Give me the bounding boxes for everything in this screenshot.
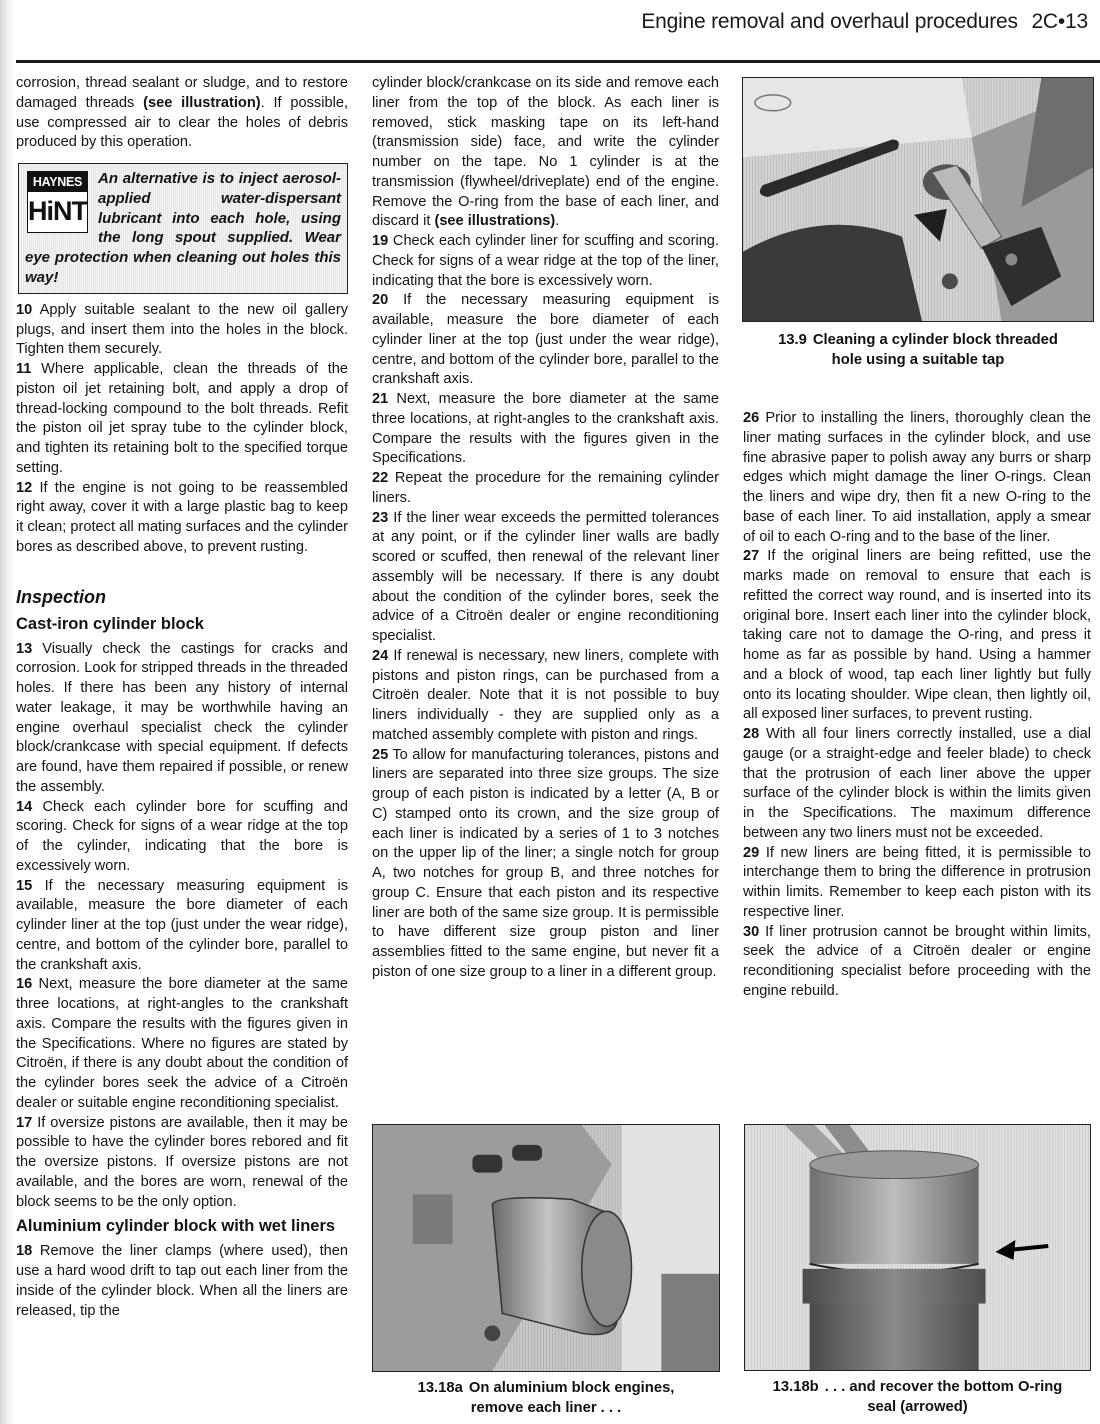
- column-1: [16, 74, 348, 1321]
- paragraph-16: 16 Next, measure the bore diameter at the same three locations, at right-angles to the crankshaft axis. Compare the results with the figures given in the Specifications. Where no figures are stated by Citroën, if there is any doubt about the condition of the cylinder bores seek the advice of a Citroën dealer or suitable engine reconditioning specialist.: [16, 976, 348, 1111]
- liner-o-ring-illustration: [745, 1125, 1090, 1370]
- illustration-ref: (see illustration): [143, 94, 261, 111]
- paragraph-18: 18 Remove the liner clamps (where used), then use a hard wood drift to tap out each liner from the inside of the cylinder block. When all the liners are released, tip the: [16, 1243, 348, 1319]
- paragraph-28: 28 With all four liners correctly installed, use a dial gauge (or a straight-edge and feeler blade) to check that the protrusion of each liner above the upper surface of the cylinder block is within the limits given in the Specifications. The maximum difference between any two liners must not be exceeded.: [743, 726, 1091, 841]
- paragraph-10: 10 Apply suitable sealant to the new oil gallery plugs, and insert them into the holes in the block. Tighten them securely.: [16, 301, 348, 358]
- paragraph-20: 20 If the necessary measuring equipment is available, measure the bore diameter of each cylinder liner at the top (just under the wear ridge), centre, and bottom of the cylinder bore, parallel to the crankshaft axis.: [372, 292, 719, 388]
- paragraph-18-continued: cylinder block/crankcase on its side and remove each liner from the top of the block. As each liner is removed, stick masking tape on its left-hand (transmission side) face, and write the cylinder number on the tape. No 1 cylinder is at the transmission (flywheel/driveplate) end of the engine. Remove the O-ring from the base of each liner, and discard it (see illustrations).: [372, 75, 719, 230]
- paragraph-25: 25 To allow for manufacturing tolerances, pistons and liners are separated into three size groups. The size group of each piston is indicated by a letter (A, B or C) stamped onto its crown, and the size group of each liner is indicated by a series of 1 to 3 notches on the upper lip of the liner; a single notch for group A, two notches for group B, and three notches for group C. Ensure that each piston and its respective liner are both of the same size group. It is permissible to have different size group piston and liner assemblies fitted to the same engine, but never fit a piston of one size group to a liner in a different group.: [372, 746, 720, 980]
- paragraph-13: 13 Visually check the castings for cracks and corrosion. Look for stripped threads in the threaded holes. If there has been any history of internal water leakage, it may be worthwhile having an engine overhaul specialist check the cylinder block/crankcase with special equipment. If defects are found, have them repaired if possible, or renew the assembly.: [16, 640, 349, 795]
- paragraph-26: 26 Prior to installing the liners, thoroughly clean the liner mating surfaces in the cylinder block, and use fine abrasive paper to polish away any burrs or sharp edges which might damage the liner O-rings. Clean the liners and wipe dry, then fit a new O-ring to the base of each liner. To aid installation, apply a smear of oil to each O-ring and to the base of the liner.: [743, 410, 1091, 545]
- paragraph-29: 29 If new liners are being fitted, it is permissible to interchange them to bring the difference in protrusion within limits. Remember to keep each piston with its respective liner.: [743, 844, 1091, 920]
- paragraph-15: 15 If the necessary measuring equipment is available, measure the bore diameter of each cylinder liner at the top (just under the wear ridge), centre, and bottom of the cylinder bore, parallel to the crankshaft axis.: [16, 877, 348, 973]
- paragraph-22: 22 Repeat the procedure for the remaining cylinder liners.: [372, 470, 719, 506]
- paragraph-24: 24 If renewal is necessary, new liners, complete with pistons and piston rings, can be purchased from a Citroën dealer. Note that it is not possible to buy liners individually - they are supplied only as a matched assembly complete with piston and rings.: [372, 647, 719, 743]
- paragraph-19: 19 Check each cylinder liner for scuffing and scoring. Check for signs of a wear ridge at the top of the liner, indicating that the bore is excessively worn.: [372, 233, 719, 289]
- column-2: [372, 74, 719, 983]
- paragraph-23: 23 If the liner wear exceeds the permitted tolerances at any point, or if the cylinder liner walls are badly scored or scuffed, then renewal of the relevant liner assembly will be necessary. If there is any doubt about the condition of the cylinder bores, seek the advice of a Citroën dealer or engine reconditioning specialist.: [372, 509, 719, 644]
- paragraph-17: 17 If oversize pistons are available, then it may be possible to have the cylinder bores rebored and fit the oversize pistons. If oversize pistons are not available, and the bores are worn, renewal of the block seems to be the only option.: [16, 1114, 348, 1210]
- figure-number: 13.9: [778, 332, 807, 348]
- paragraph-11: 11 Where applicable, clean the threads of the piston oil jet retaining bolt, and apply a drop of thread-locking compound to the bolt threads. Refit the piston oil jet spray tube to the cylinder block, and tighten its retaining bolt to the specified torque setting.: [16, 361, 348, 476]
- subheading-cast-iron: Cast-iron cylinder block: [16, 614, 204, 633]
- figure-number: 13.18a: [417, 1380, 463, 1396]
- caption-13-18a: 13.18a On aluminium block engines, remove each liner . . .: [417, 1380, 675, 1416]
- photo-removing-liner: [372, 1124, 720, 1372]
- paragraph-27: 27 If the original liners are being refitted, use the marks made on removal to ensure that each is refitted the correct way round, and is inserted into its original bore. Insert each liner into the cylinder block, taking care not to damage the O-ring, and press it home as far as possible by hand. Using a hammer and a block of wood, tap each liner lightly but fully onto its locating shoulder. Wipe clean, then lightly oil, all exposed liner surfaces, to prevent rusting.: [743, 548, 1092, 723]
- chapter-title: Engine removal and overhaul procedures: [641, 10, 1018, 33]
- header-rule: [16, 60, 1100, 63]
- haynes-hint-box: [18, 163, 348, 294]
- caption-13-18b: 13.18b . . . and recover the bottom O-ring seal (arrowed): [772, 1379, 1063, 1415]
- liner-removal-illustration: [373, 1125, 719, 1371]
- hint-text: An alternative is to inject aerosol-applied water-dispersant lubricant into each hole, using the long spout supplied. Wear eye protection when cleaning out holes this way!: [25, 170, 341, 286]
- column-3: [743, 409, 1091, 1002]
- haynes-hint-logo: HAYNES HiNT: [27, 171, 88, 233]
- paragraph-12: 12 If the engine is not going to be reassembled right away, cover it with a large plastic bag to keep it clean; protect all mating surfaces and the cylinder bores as described above, to prevent rusting.: [16, 479, 348, 555]
- paragraph-21: 21 Next, measure the bore diameter at the same three locations, at right-angles to the crankshaft axis. Compare the results with the figures given in the Specifications.: [372, 391, 719, 467]
- subheading-aluminium: Aluminium cylinder block with wet liners: [16, 1217, 336, 1236]
- illustrations-ref: (see illustrations): [434, 213, 556, 230]
- paragraph-intro: corrosion, thread sealant or sludge, and to restore damaged threads (see illustration). If possible, use compressed air to clear the holes of debris produced by this operation.: [16, 75, 348, 151]
- caption-13-9: 13.9 Cleaning a cylinder block threaded hole using a suitable tap: [778, 332, 1058, 368]
- photo-o-ring-seal: [744, 1124, 1091, 1371]
- page-number: 2C•13: [1031, 10, 1088, 33]
- paragraph-14: 14 Check each cylinder bore for scuffing and scoring. Check for signs of a wear ridge at the top of the cylinder, indicating that the bore is excessively worn.: [16, 798, 348, 874]
- scan-gutter: [0, 0, 14, 1424]
- section-heading-inspection: Inspection: [16, 586, 107, 607]
- photo-cleaning-threaded-hole: [742, 77, 1094, 322]
- tap-in-block-illustration: [743, 78, 1093, 321]
- paragraph-30: 30 If liner protrusion cannot be brought within limits, seek the advice of a Citroën dealer or engine reconditioning specialist before proceeding with the engine rebuild.: [743, 923, 1091, 999]
- figure-number: 13.18b: [772, 1379, 819, 1395]
- running-head: [641, 10, 1088, 34]
